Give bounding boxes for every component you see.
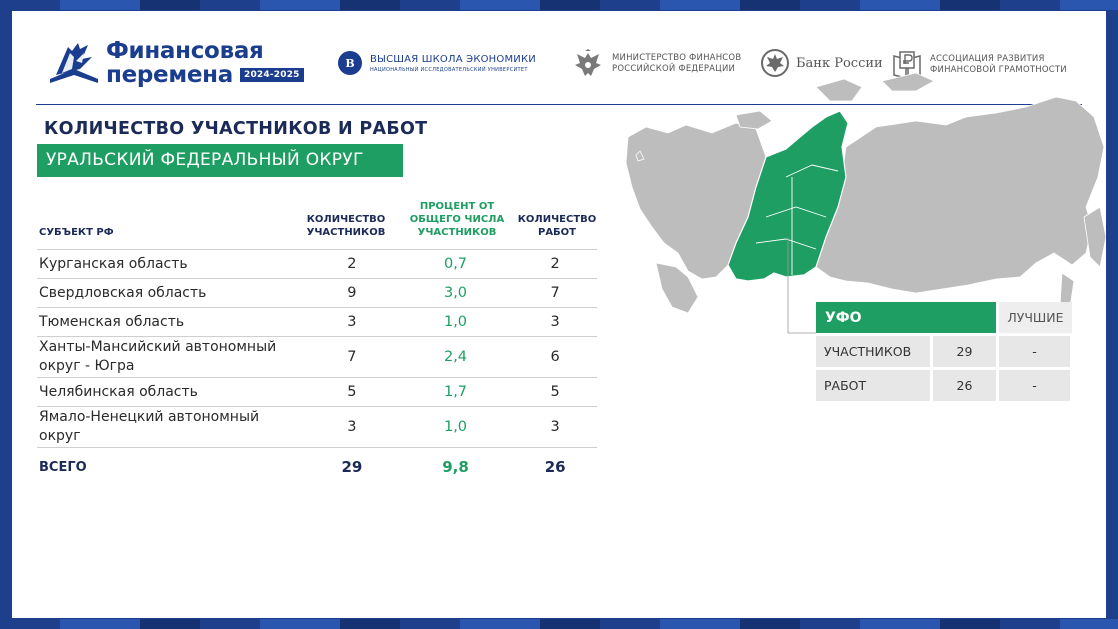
- row-subject: [37, 383, 300, 402]
- row-subject-line2: округ - Югра: [39, 358, 135, 374]
- row-subject-line1: Ямало-Ненецкий автономный: [39, 409, 260, 425]
- afg-line1: АССОЦИАЦИЯ РАЗВИТИЯ: [930, 54, 1045, 64]
- brand-title-line1: Финансовая: [106, 38, 264, 64]
- minfin-line2: РОССИЙСКОЙ ФЕДЕРАЦИИ: [612, 64, 736, 74]
- summary-row-works: [816, 370, 1072, 401]
- row-percent: 2,4: [443, 349, 468, 365]
- row-subject: [37, 338, 300, 376]
- summary-header-row: [816, 302, 1072, 333]
- district-banner: УРАЛЬСКИЙ ФЕДЕРАЛЬНЫЙ ОКРУГ: [37, 144, 403, 177]
- partner-hse: [338, 51, 536, 75]
- eagle-book-icon: [48, 39, 100, 87]
- row-works: 6: [550, 349, 560, 365]
- double-headed-eagle-icon: [572, 49, 604, 79]
- frame-top-band: [0, 0, 1118, 10]
- row-subject: [37, 408, 300, 446]
- participants-table: [37, 196, 597, 486]
- table-row: [37, 378, 597, 407]
- row-subject: [37, 255, 300, 274]
- total-percent: 9,8: [442, 458, 469, 476]
- summary-best-value: -: [999, 370, 1070, 401]
- row-count: 7: [347, 349, 357, 365]
- table-row: [37, 308, 597, 337]
- brand-logo-block: [48, 37, 308, 97]
- row-percent: 1,0: [443, 419, 468, 435]
- brand-title-line2: перемена: [106, 62, 233, 88]
- summary-value: 29: [933, 336, 996, 367]
- col-header-count: [301, 213, 391, 239]
- col-header-subject: СУБЪЕКТ РФ: [39, 227, 114, 238]
- total-works: 26: [544, 458, 566, 476]
- col-header-percent-line1: ПРОЦЕНТ ОТ: [419, 201, 495, 212]
- table-row: [37, 279, 597, 308]
- col-header-works: [517, 213, 597, 239]
- table-row: [37, 337, 597, 378]
- row-subject-line1: Челябинская область: [39, 383, 198, 400]
- table-row: [37, 407, 597, 448]
- brand-year-badge: 2024-2025: [240, 68, 304, 82]
- total-count: 29: [341, 458, 363, 476]
- afg-line2: ФИНАНСОВОЙ ГРАМОТНОСТИ: [930, 65, 1067, 75]
- row-subject-line2: округ: [39, 428, 81, 444]
- hse-emblem-icon: В: [338, 51, 362, 75]
- table-row: [37, 250, 597, 279]
- page-title: КОЛИЧЕСТВО УЧАСТНИКОВ И РАБОТ: [44, 119, 428, 139]
- bank-name: Банк России: [796, 55, 883, 71]
- col-header-count-line1: КОЛИЧЕСТВО: [306, 214, 386, 225]
- summary-row-participants: [816, 336, 1072, 367]
- row-subject-line1: Ханты-Мансийский автономный: [39, 339, 277, 355]
- row-count: 3: [347, 314, 357, 330]
- frame-bottom-band: [0, 619, 1118, 629]
- row-percent: 1,0: [443, 314, 468, 330]
- table-total-row: [37, 448, 597, 486]
- row-works: 3: [550, 419, 560, 435]
- col-header-works-line1: КОЛИЧЕСТВО: [517, 214, 597, 225]
- summary-label: УЧАСТНИКОВ: [816, 336, 930, 367]
- row-works: 3: [550, 314, 560, 330]
- summary-label: РАБОТ: [816, 370, 930, 401]
- row-subject-line1: Свердловская область: [39, 284, 207, 301]
- col-header-percent: [399, 200, 515, 239]
- row-subject: [37, 313, 300, 332]
- map-other-regions: [626, 73, 1106, 313]
- row-works: 2: [550, 256, 560, 272]
- summary-value: 26: [933, 370, 996, 401]
- row-count: 5: [347, 384, 357, 400]
- row-percent: 0,7: [443, 256, 468, 272]
- row-percent: 1,7: [443, 384, 468, 400]
- table-header: [37, 196, 597, 250]
- col-header-works-line2: РАБОТ: [537, 227, 576, 238]
- row-count: 9: [347, 285, 357, 301]
- row-subject-line1: Курганская область: [39, 255, 188, 272]
- summary-table: [816, 302, 1072, 404]
- row-works: 5: [550, 384, 560, 400]
- row-count: 2: [347, 256, 357, 272]
- row-works: 7: [550, 285, 560, 301]
- hse-name: ВЫСШАЯ ШКОЛА ЭКОНОМИКИ: [370, 53, 536, 65]
- row-count: 3: [347, 419, 357, 435]
- hse-subtitle: НАЦИОНАЛЬНЫЙ ИССЛЕДОВАТЕЛЬСКИЙ УНИВЕРСИТЕТ: [370, 66, 528, 73]
- summary-best-value: -: [999, 336, 1070, 367]
- col-header-percent-line2: ОБЩЕГО ЧИСЛА: [409, 214, 505, 225]
- total-label: ВСЕГО: [39, 459, 87, 475]
- col-header-count-line2: УЧАСТНИКОВ: [306, 227, 386, 238]
- slide: [12, 11, 1106, 618]
- row-subject-line1: Тюменская область: [39, 313, 185, 330]
- summary-district-header: УФО: [816, 302, 996, 333]
- minfin-line1: МИНИСТЕРСТВО ФИНАНСОВ: [612, 53, 742, 63]
- row-subject: [37, 284, 300, 303]
- summary-best-header: ЛУЧШИЕ: [999, 302, 1072, 333]
- col-header-percent-line3: УЧАСТНИКОВ: [417, 227, 497, 238]
- row-percent: 3,0: [443, 285, 468, 301]
